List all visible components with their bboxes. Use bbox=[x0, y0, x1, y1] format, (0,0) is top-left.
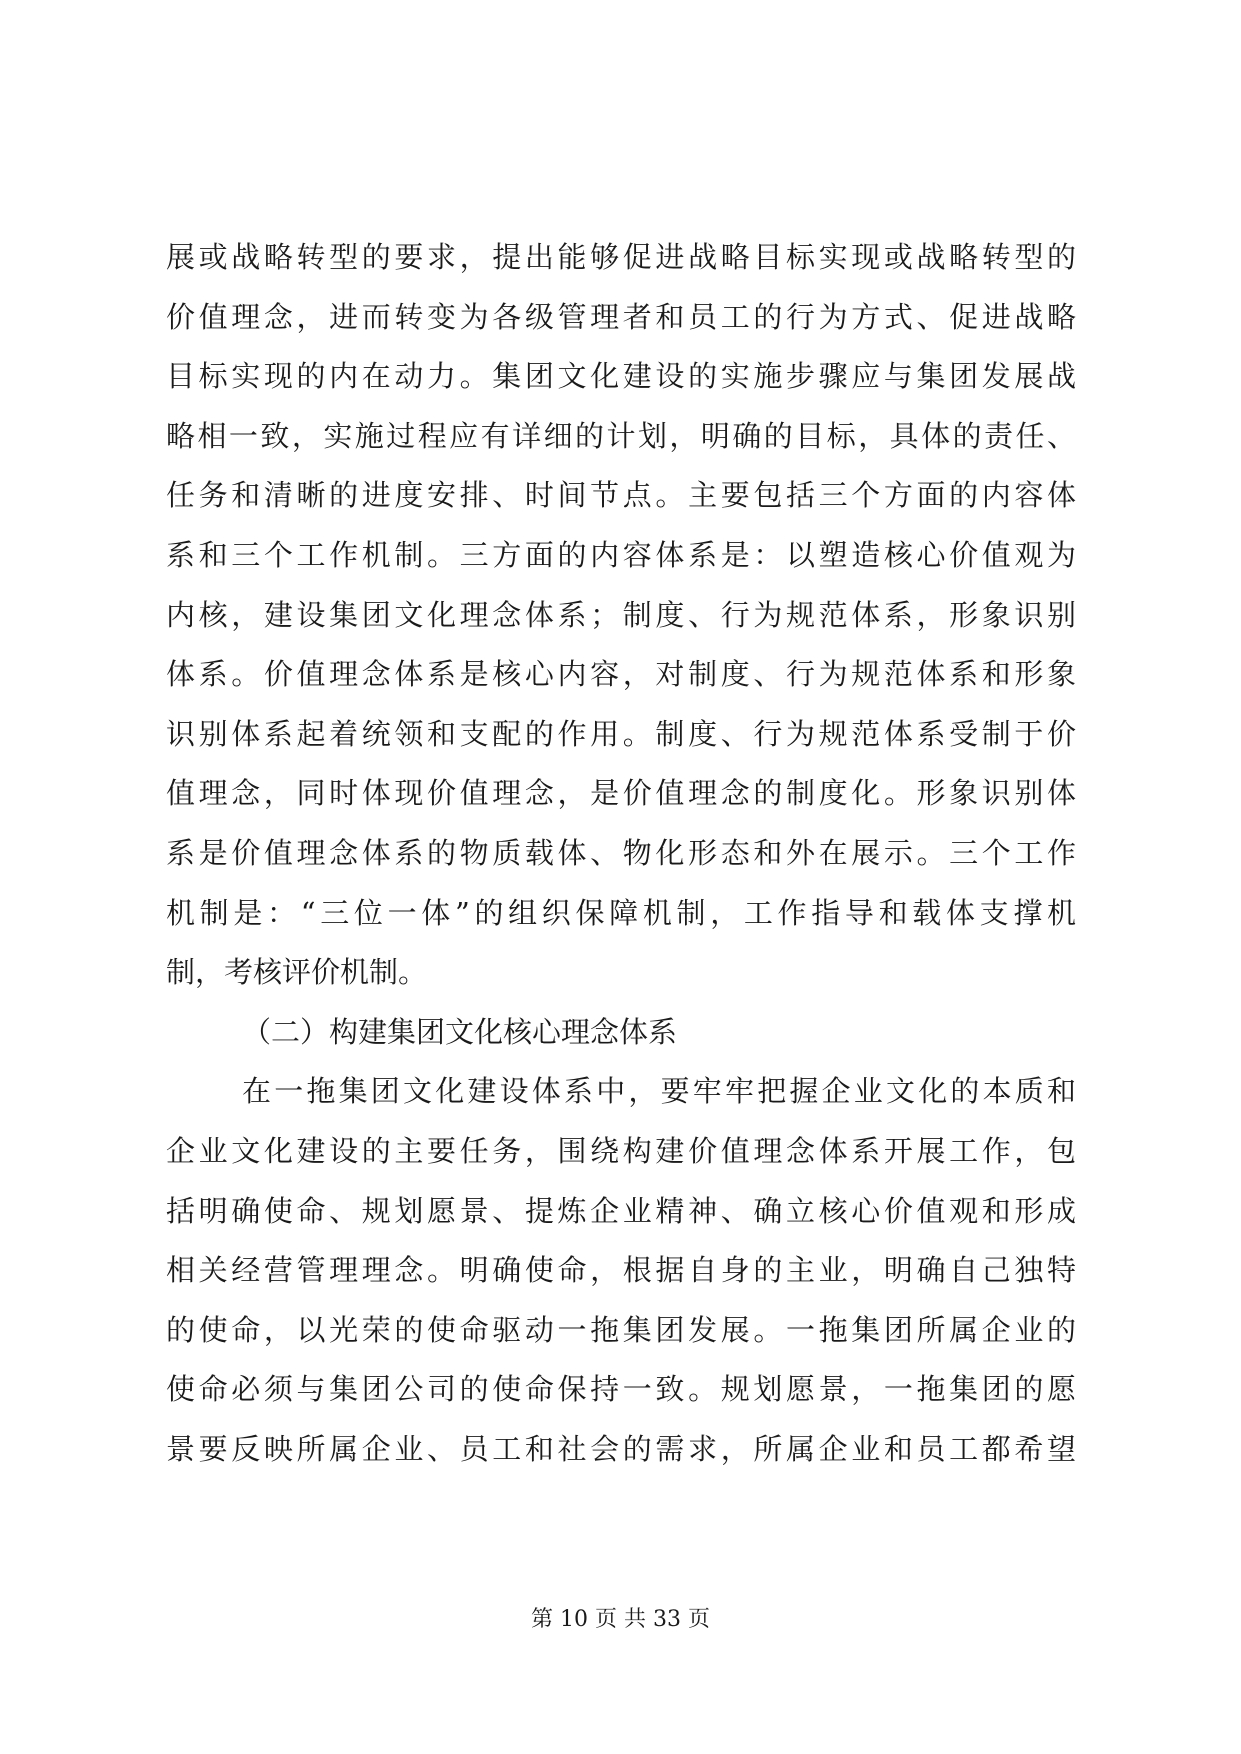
text-line: 略相一致，实施过程应有详细的计划，明确的目标，具体的责任、 bbox=[166, 418, 1076, 453]
text-line: 值理念，同时体现价值理念，是价值理念的制度化。形象识别体 bbox=[166, 776, 1076, 811]
text-line: 系是价值理念体系的物质载体、物化形态和外在展示。三个工作 bbox=[166, 835, 1076, 870]
text-line: 相关经营管理理念。明确使命，根据自身的主业，明确自己独特 bbox=[166, 1253, 1076, 1288]
text-line: 机制是：“三位一体”的组织保障机制，工作指导和载体支撑机 bbox=[166, 895, 1076, 930]
text-line: 括明确使命、规划愿景、提炼企业精神、确立核心价值观和形成 bbox=[166, 1193, 1076, 1228]
text-line: 的使命，以光荣的使命驱动一拖集团发展。一拖集团所属企业的 bbox=[166, 1312, 1076, 1347]
text-line: 识别体系起着统领和支配的作用。制度、行为规范体系受制于价 bbox=[166, 716, 1076, 751]
text-line: 目标实现的内在动力。集团文化建设的实施步骤应与集团发展战 bbox=[166, 359, 1076, 394]
text-line: 在一拖集团文化建设体系中，要牢牢把握企业文化的本质和 bbox=[242, 1074, 1076, 1109]
text-line: 展或战略转型的要求，提出能够促进战略目标实现或战略转型的 bbox=[166, 240, 1076, 274]
text-line: 使命必须与集团公司的使命保持一致。规划愿景，一拖集团的愿 bbox=[166, 1372, 1076, 1407]
page-number-footer: 第 10 页 共 33 页 bbox=[531, 1607, 710, 1632]
text-line: 景要反映所属企业、员工和社会的需求，所属企业和员工都希望 bbox=[166, 1431, 1076, 1466]
text-line: 价值理念，进而转变为各级管理者和员工的行为方式、促进战略 bbox=[166, 299, 1076, 334]
text-line: 企业文化建设的主要任务，围绕构建价值理念体系开展工作，包 bbox=[166, 1133, 1076, 1168]
text-line: 内核，建设集团文化理念体系；制度、行为规范体系，形象识别 bbox=[166, 597, 1076, 632]
text-line: 系和三个工作机制。三方面的内容体系是：以塑造核心价值观为 bbox=[166, 537, 1076, 572]
text-line: 体系。价值理念体系是核心内容，对制度、行为规范体系和形象 bbox=[166, 657, 1076, 692]
text-line: 制，考核评价机制。 bbox=[166, 955, 428, 990]
section-heading: （二）构建集团文化核心理念体系 bbox=[242, 1014, 678, 1049]
body-text bbox=[166, 228, 1076, 1479]
text-line: 任务和清晰的进度安排、时间节点。主要包括三个方面的内容体 bbox=[166, 478, 1076, 513]
